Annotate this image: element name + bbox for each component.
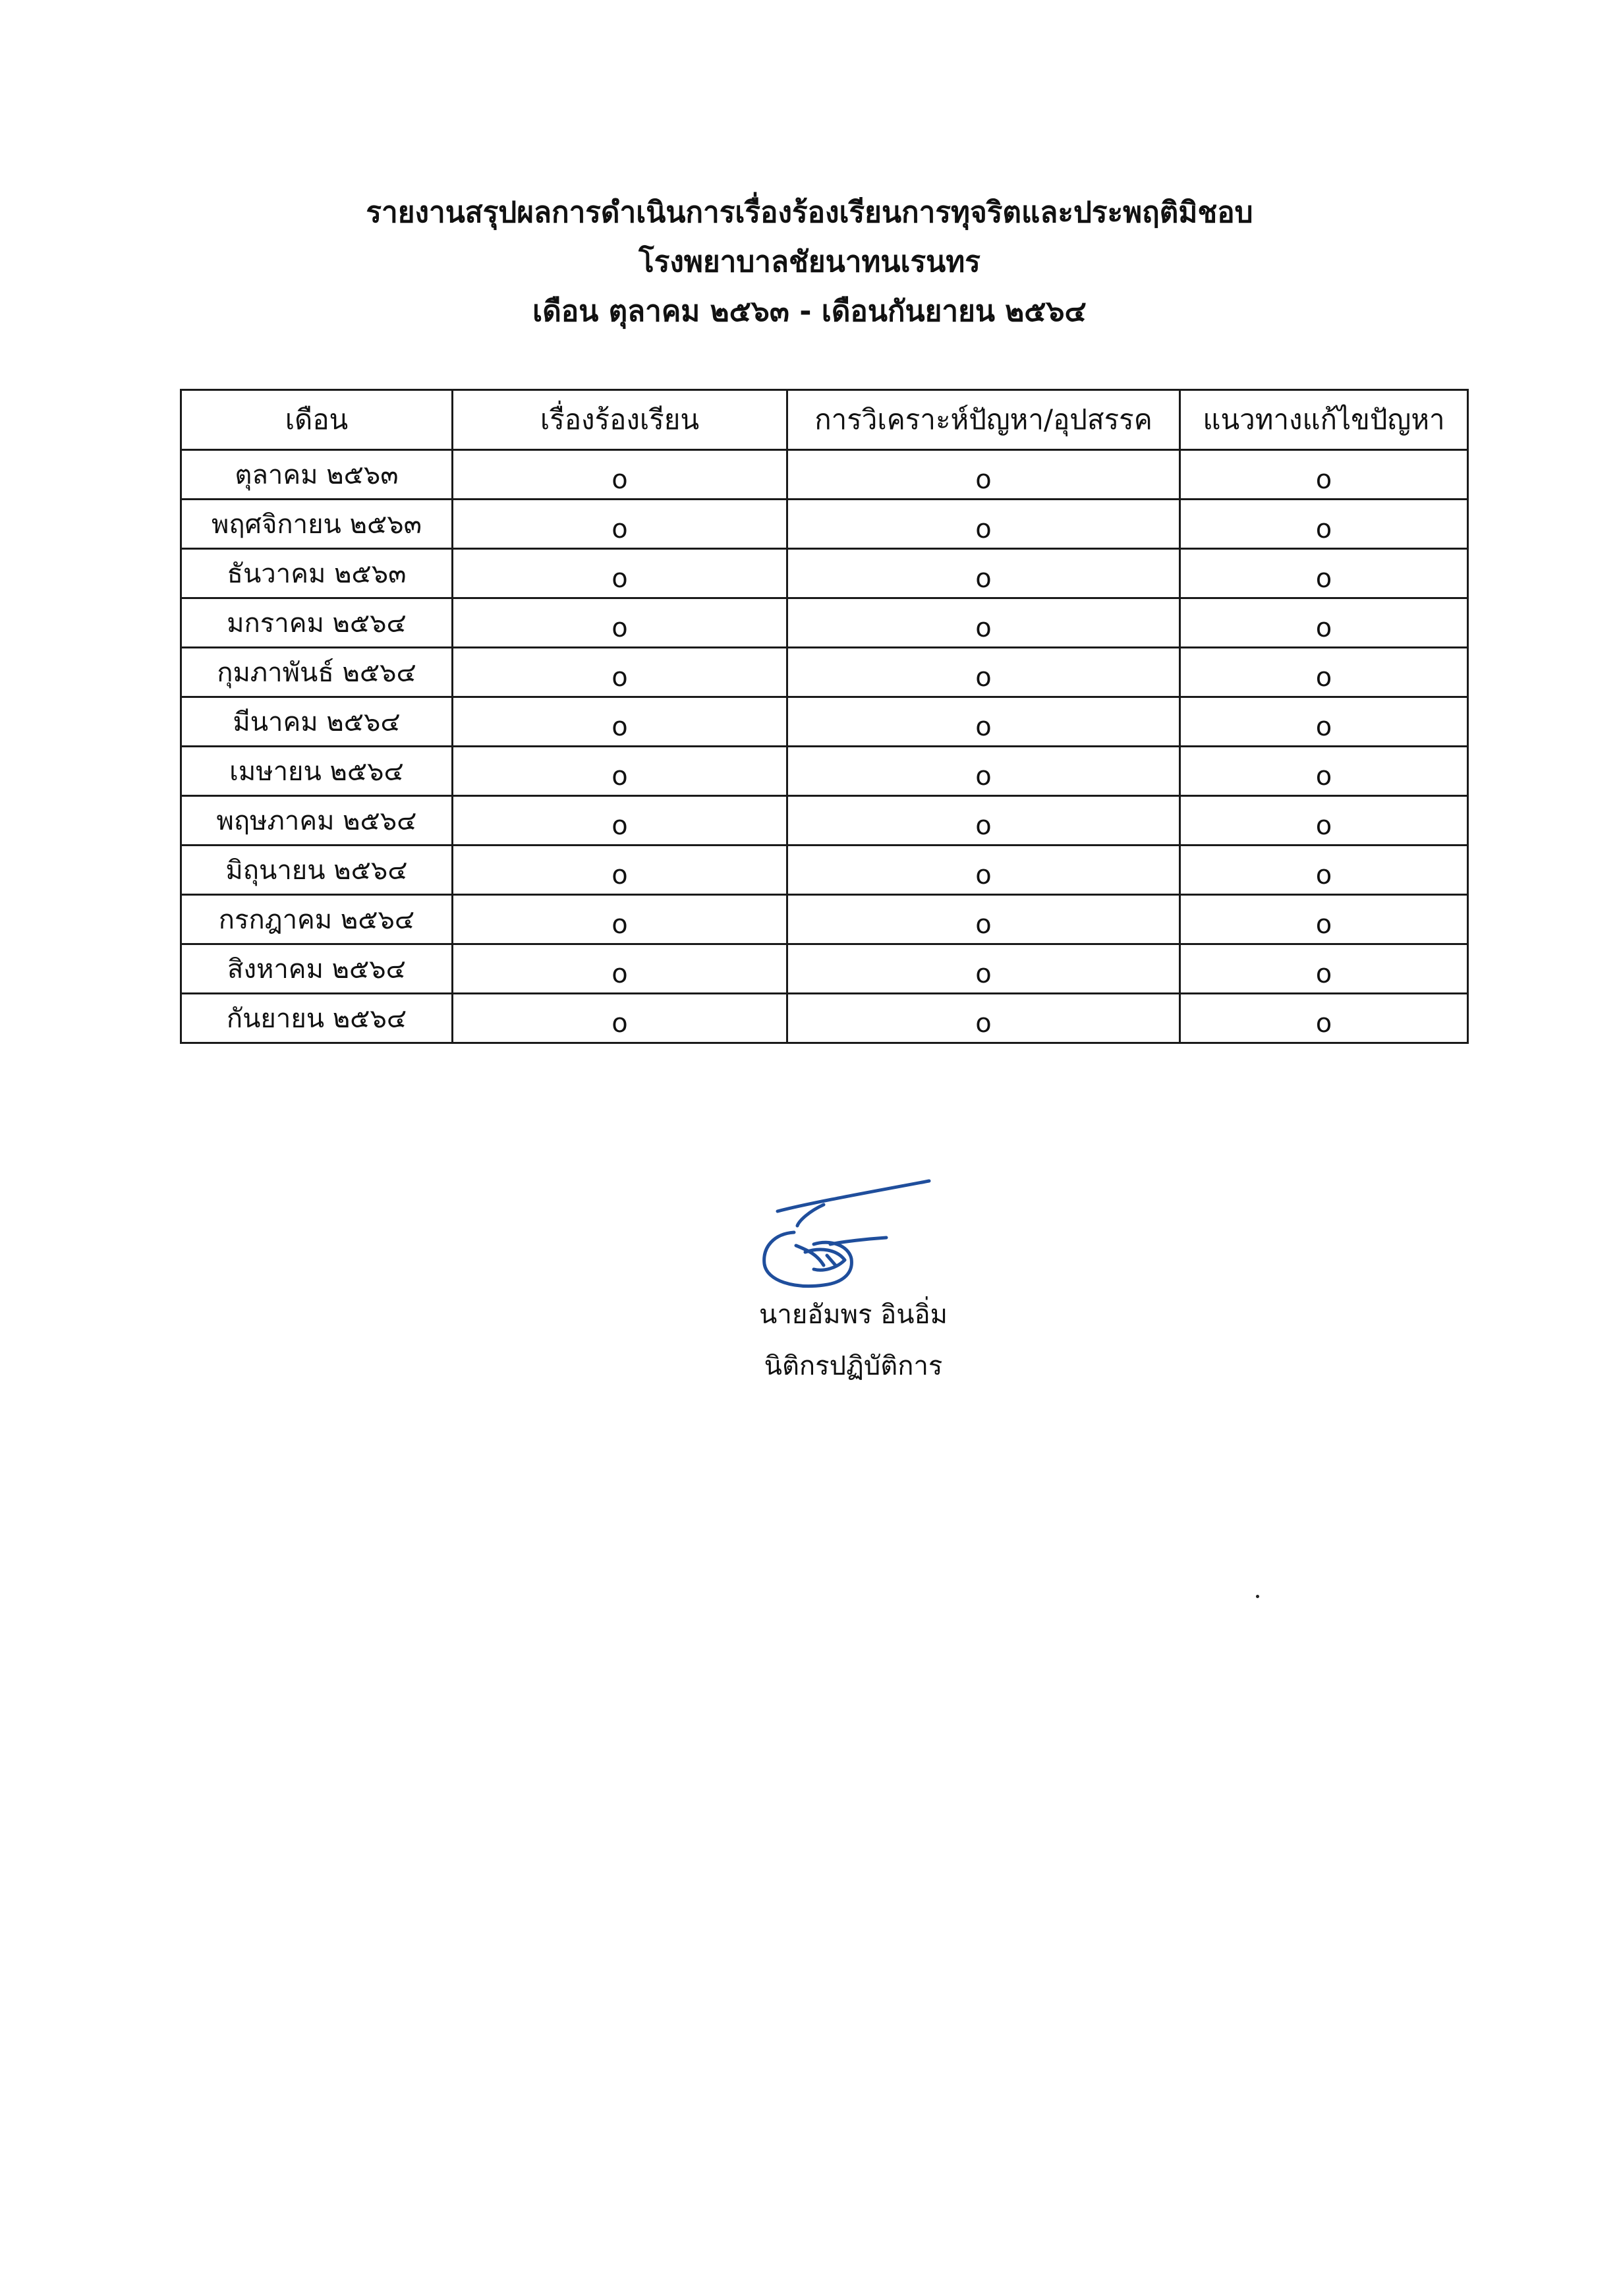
- table-row: [181, 846, 1468, 895]
- solution-cell: [1180, 944, 1468, 994]
- month-cell: กรกฎาคม ๒๕๖๔: [181, 895, 453, 944]
- solution-value: o: [1315, 563, 1332, 594]
- month-cell: มีนาคม ๒๕๖๔: [181, 697, 453, 747]
- title-line-1: รายงานสรุปผลการดำเนินการเรื่องร้องเรียนการทุจริตและประพฤติมิชอบ: [366, 196, 1253, 229]
- solution-cell: [1180, 895, 1468, 944]
- solution-cell: [1180, 697, 1468, 747]
- analysis-value: o: [975, 514, 992, 544]
- complaints-value: o: [611, 860, 628, 890]
- table-row: [181, 598, 1468, 648]
- table-row: [181, 450, 1468, 500]
- complaint-summary-table: [180, 389, 1469, 1044]
- analysis-cell: [787, 450, 1180, 500]
- complaints-value: o: [611, 909, 628, 940]
- month-cell: ธันวาคม ๒๕๖๓: [181, 549, 453, 598]
- complaints-value: o: [611, 761, 628, 791]
- table-row: [181, 796, 1468, 846]
- analysis-value: o: [975, 712, 992, 742]
- solution-value: o: [1315, 465, 1332, 495]
- analysis-value: o: [975, 1008, 992, 1039]
- complaints-cell: [453, 549, 787, 598]
- month-cell: พฤศจิกายน ๒๕๖๓: [181, 500, 453, 549]
- signer-position: นิติกรปฏิบัติการ: [764, 1351, 943, 1381]
- table-row: [181, 994, 1468, 1043]
- month-cell: กันยายน ๒๕๖๔: [181, 994, 453, 1043]
- table-row: [181, 895, 1468, 944]
- solution-cell: [1180, 994, 1468, 1043]
- table-row: [181, 697, 1468, 747]
- complaints-value: o: [611, 613, 628, 643]
- complaints-value: o: [611, 662, 628, 693]
- solution-value: o: [1315, 662, 1332, 693]
- analysis-value: o: [975, 761, 992, 791]
- month-cell: มิถุนายน ๒๕๖๔: [181, 846, 453, 895]
- complaints-cell: [453, 895, 787, 944]
- analysis-value: o: [975, 909, 992, 940]
- month-cell: พฤษภาคม ๒๕๖๔: [181, 796, 453, 846]
- scan-speck: [1256, 1595, 1259, 1598]
- analysis-value: o: [975, 662, 992, 693]
- analysis-cell: [787, 697, 1180, 747]
- header-analysis: การวิเคราะห์ปัญหา/อุปสรรค: [787, 390, 1180, 450]
- complaints-cell: [453, 697, 787, 747]
- solution-cell: [1180, 846, 1468, 895]
- analysis-cell: [787, 994, 1180, 1043]
- solution-value: o: [1315, 712, 1332, 742]
- solution-cell: [1180, 747, 1468, 796]
- analysis-cell: [787, 598, 1180, 648]
- solution-cell: [1180, 598, 1468, 648]
- solution-value: o: [1315, 860, 1332, 890]
- solution-cell: [1180, 500, 1468, 549]
- month-cell: สิงหาคม ๒๕๖๔: [181, 944, 453, 994]
- solution-value: o: [1315, 514, 1332, 544]
- signature: [731, 1173, 982, 1292]
- header-complaints: เรื่องร้องเรียน: [453, 390, 787, 450]
- analysis-cell: [787, 846, 1180, 895]
- solution-cell: [1180, 549, 1468, 598]
- analysis-cell: [787, 747, 1180, 796]
- complaints-value: o: [611, 811, 628, 841]
- analysis-value: o: [975, 465, 992, 495]
- title-line-3: เดือน ตุลาคม ๒๕๖๓ - เดือนกันยายน ๒๕๖๔: [532, 295, 1087, 328]
- complaints-cell: [453, 796, 787, 846]
- complaints-value: o: [611, 514, 628, 544]
- report-title: [0, 188, 1619, 336]
- signer-name: นายอัมพร อินอิ่ม: [759, 1300, 948, 1330]
- table-row: [181, 648, 1468, 697]
- complaints-cell: [453, 994, 787, 1043]
- analysis-value: o: [975, 860, 992, 890]
- header-month: เดือน: [181, 390, 453, 450]
- solution-value: o: [1315, 811, 1332, 841]
- solution-value: o: [1315, 1008, 1332, 1039]
- month-cell: กุมภาพันธ์ ๒๕๖๔: [181, 648, 453, 697]
- complaints-cell: [453, 450, 787, 500]
- table-row: [181, 944, 1468, 994]
- table-body: [181, 450, 1468, 1043]
- header-solution: แนวทางแก้ไขปัญหา: [1180, 390, 1468, 450]
- analysis-value: o: [975, 959, 992, 989]
- solution-value: o: [1315, 909, 1332, 940]
- solution-value: o: [1315, 613, 1332, 643]
- table-row: [181, 747, 1468, 796]
- complaints-cell: [453, 944, 787, 994]
- analysis-cell: [787, 549, 1180, 598]
- handwritten-signature: [731, 1173, 955, 1292]
- complaints-value: o: [611, 959, 628, 989]
- complaints-value: o: [611, 563, 628, 594]
- complaints-cell: [453, 747, 787, 796]
- complaints-value: o: [611, 712, 628, 742]
- table-row: [181, 500, 1468, 549]
- month-cell: มกราคม ๒๕๖๔: [181, 598, 453, 648]
- complaints-value: o: [611, 1008, 628, 1039]
- analysis-cell: [787, 944, 1180, 994]
- table-header-row: [181, 390, 1468, 450]
- solution-value: o: [1315, 761, 1332, 791]
- complaints-cell: [453, 500, 787, 549]
- analysis-cell: [787, 796, 1180, 846]
- complaints-cell: [453, 846, 787, 895]
- analysis-cell: [787, 895, 1180, 944]
- analysis-cell: [787, 500, 1180, 549]
- month-cell: เมษายน ๒๕๖๔: [181, 747, 453, 796]
- solution-cell: [1180, 796, 1468, 846]
- month-cell: ตุลาคม ๒๕๖๓: [181, 450, 453, 500]
- complaints-cell: [453, 598, 787, 648]
- analysis-value: o: [975, 811, 992, 841]
- solution-cell: [1180, 648, 1468, 697]
- analysis-value: o: [975, 563, 992, 594]
- analysis-value: o: [975, 613, 992, 643]
- solution-value: o: [1315, 959, 1332, 989]
- title-line-2: โรงพยาบาลชัยนาทนเรนทร: [639, 245, 980, 279]
- complaints-value: o: [611, 465, 628, 495]
- complaints-cell: [453, 648, 787, 697]
- table-row: [181, 549, 1468, 598]
- analysis-cell: [787, 648, 1180, 697]
- solution-cell: [1180, 450, 1468, 500]
